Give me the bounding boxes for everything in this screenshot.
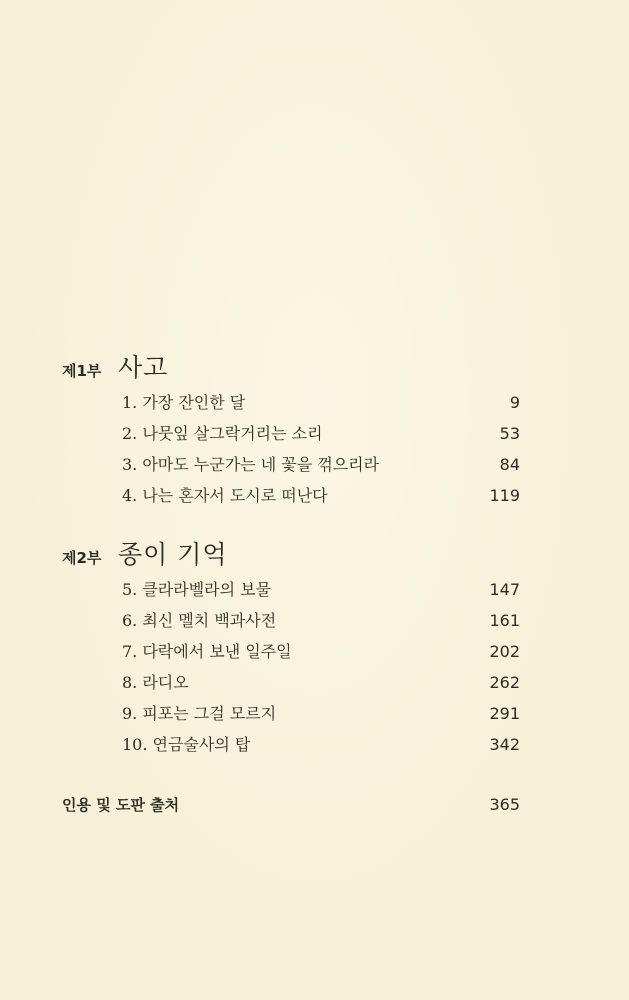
toc-entry[interactable] <box>122 577 520 600</box>
entry-title: 10. 연금술사의 탑 <box>122 735 251 754</box>
toc-backmatter-entry[interactable] <box>62 794 520 815</box>
toc-entry[interactable] <box>122 483 520 506</box>
entry-title: 5. 클라라벨라의 보물 <box>122 580 272 599</box>
entry-title: 7. 다락에서 보낸 일주일 <box>122 642 292 661</box>
part-label: 제2부 <box>62 549 102 567</box>
toc-entry[interactable] <box>122 701 520 724</box>
entry-title: 6. 최신 멜치 백과사전 <box>122 611 277 630</box>
part-heading <box>62 535 228 571</box>
entry-page-number: 119 <box>489 486 520 505</box>
entry-title: 3. 아마도 누군가는 네 꽃을 꺾으리라 <box>122 455 380 474</box>
entry-title: 9. 피포는 그걸 모르지 <box>122 704 277 723</box>
entry-page-number: 84 <box>499 455 520 474</box>
entry-page-number: 202 <box>489 642 520 661</box>
entry-title: 1. 가장 잔인한 달 <box>122 393 246 412</box>
toc-entry[interactable] <box>122 670 520 693</box>
part-heading <box>62 348 168 384</box>
backmatter-page-number: 365 <box>489 795 520 814</box>
toc-entry[interactable] <box>122 608 520 631</box>
toc-entry[interactable] <box>122 639 520 662</box>
toc-entry[interactable] <box>122 452 520 475</box>
toc-entry[interactable] <box>122 421 520 444</box>
part-title: 종이 기억 <box>118 540 228 569</box>
entry-page-number: 291 <box>489 704 520 723</box>
toc-entry[interactable] <box>122 732 520 755</box>
entry-title: 8. 라디오 <box>122 673 189 692</box>
entry-page-number: 53 <box>499 424 520 443</box>
entry-page-number: 161 <box>489 611 520 630</box>
toc-entry[interactable] <box>122 390 520 413</box>
entry-title: 2. 나뭇잎 살그락거리는 소리 <box>122 424 323 443</box>
entry-page-number: 342 <box>489 735 520 754</box>
entry-title: 4. 나는 혼자서 도시로 떠난다 <box>122 486 328 505</box>
entry-page-number: 9 <box>509 393 520 412</box>
part-label: 제1부 <box>62 362 102 380</box>
entry-page-number: 147 <box>489 580 520 599</box>
backmatter-title: 인용 및 도판 출처 <box>62 796 180 814</box>
part-title: 사고 <box>118 353 169 382</box>
entry-page-number: 262 <box>489 673 520 692</box>
